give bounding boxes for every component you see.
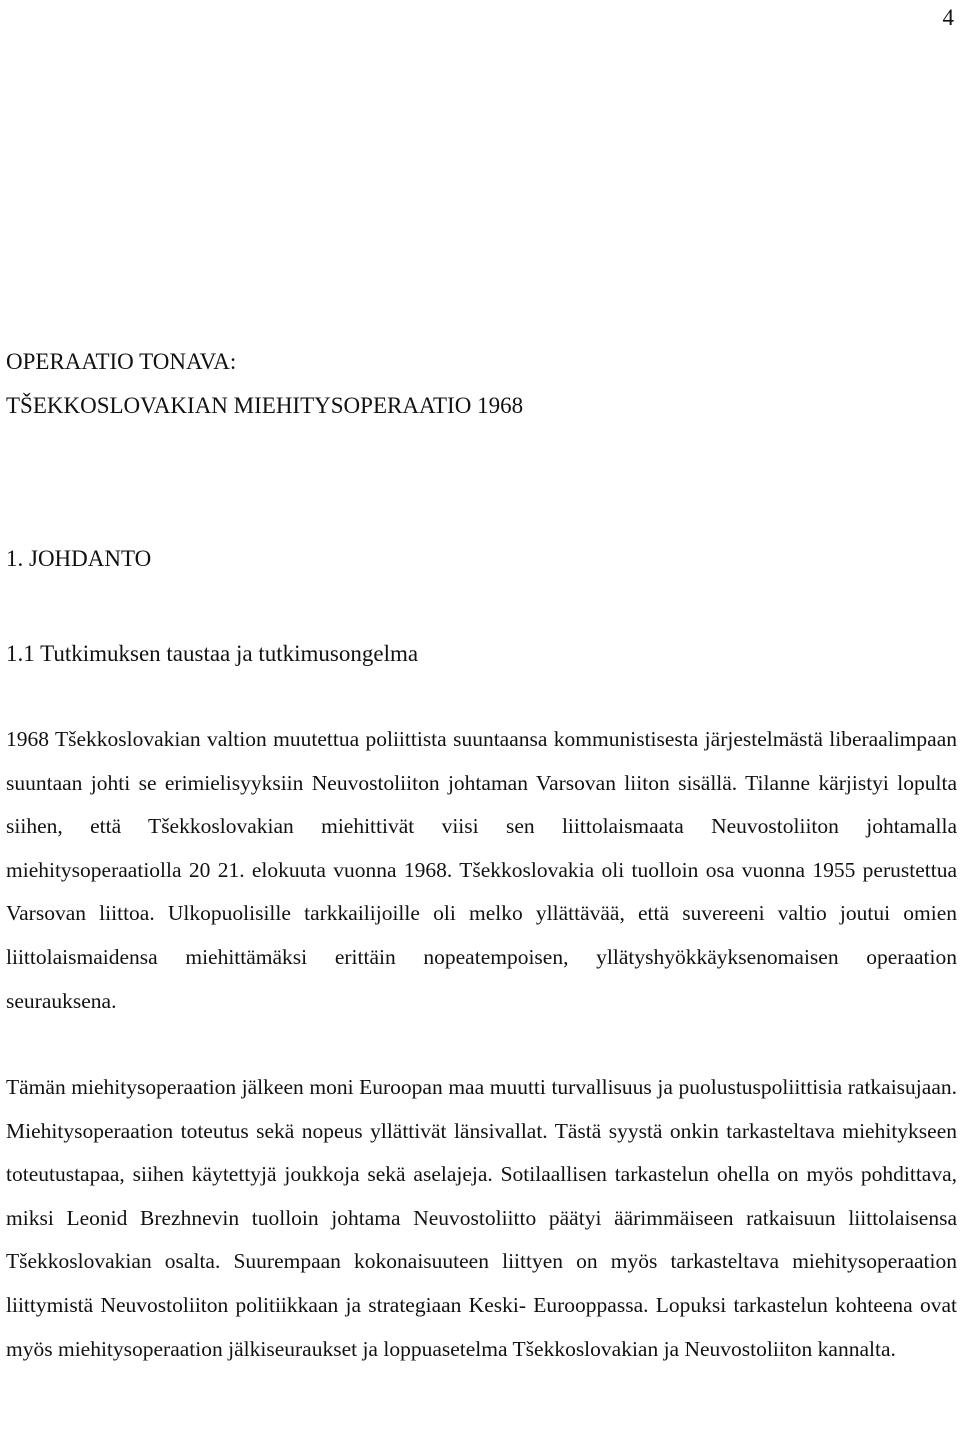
body-paragraph-1: 1968 Tšekkoslovakian valtion muutettua poliittista suuntaansa kommunistisesta järjestelmästä liberaalimpaan suuntaan johti se erimielisyyksiin Neuvostoliiton johtaman Varsovan liiton sisällä. Tilanne kärjistyi lopulta siihen, että Tšekkoslovakian miehittivät viisi sen liittolaismaata Neuvostoliiton johtamalla miehitysoperaatiolla 20 21. elokuuta vuonna 1968. Tšekkoslovakia oli tuolloin osa vuonna 1955 perustettua Varsovan liittoa. Ulkopuolisille tarkkailijoille oli melko yllättävää, että suvereeni valtio joutui omien liittolaismaidensa miehittämäksi erittäin nopeatempoisen, yllätyshyökkäyksenomaisen operaation seurauksena.: [6, 727, 957, 1013]
page-number: 4: [942, 5, 954, 30]
body-paragraph-2: Tämän miehitysoperaation jälkeen moni Euroopan maa muutti turvallisuus ja puolustuspoliittisia ratkaisujaan. Miehitysoperaation toteutus sekä nopeus yllättivät länsivallat. Tästä syystä onkin tarkasteltava miehitykseen toteutustapaa, siihen käytettyjä joukkoja sekä aselajeja. Sotilaallisen tarkastelun ohella on myös pohdittava, miksi Leonid Brezhnevin tuolloin johtama Neuvostoliitto päätyi äärimmäiseen ratkaisuun liittolaisensa Tšekkoslovakian osalta. Suurempaan kokonaisuuteen liittyen on myös tarkasteltava miehitysoperaation liittymistä Neuvostoliiton politiikkaan ja strategiaan Keski- Eurooppassa. Lopuksi tarkastelun kohteena ovat myös miehitysoperaation jälkiseuraukset ja loppuasetelma Tšekkoslovakian ja Neuvostoliiton kannalta.: [6, 1075, 957, 1361]
chapter-heading: 1. JOHDANTO: [6, 546, 152, 571]
title-line-2: TŠEKKOSLOVAKIAN MIEHITYSOPERAATIO 1968: [6, 393, 524, 418]
title-line-1: OPERAATIO TONAVA:: [6, 349, 237, 374]
document-title: [6, 340, 523, 428]
section-heading: 1.1 Tutkimuksen taustaa ja tutkimusongelma: [6, 641, 419, 666]
